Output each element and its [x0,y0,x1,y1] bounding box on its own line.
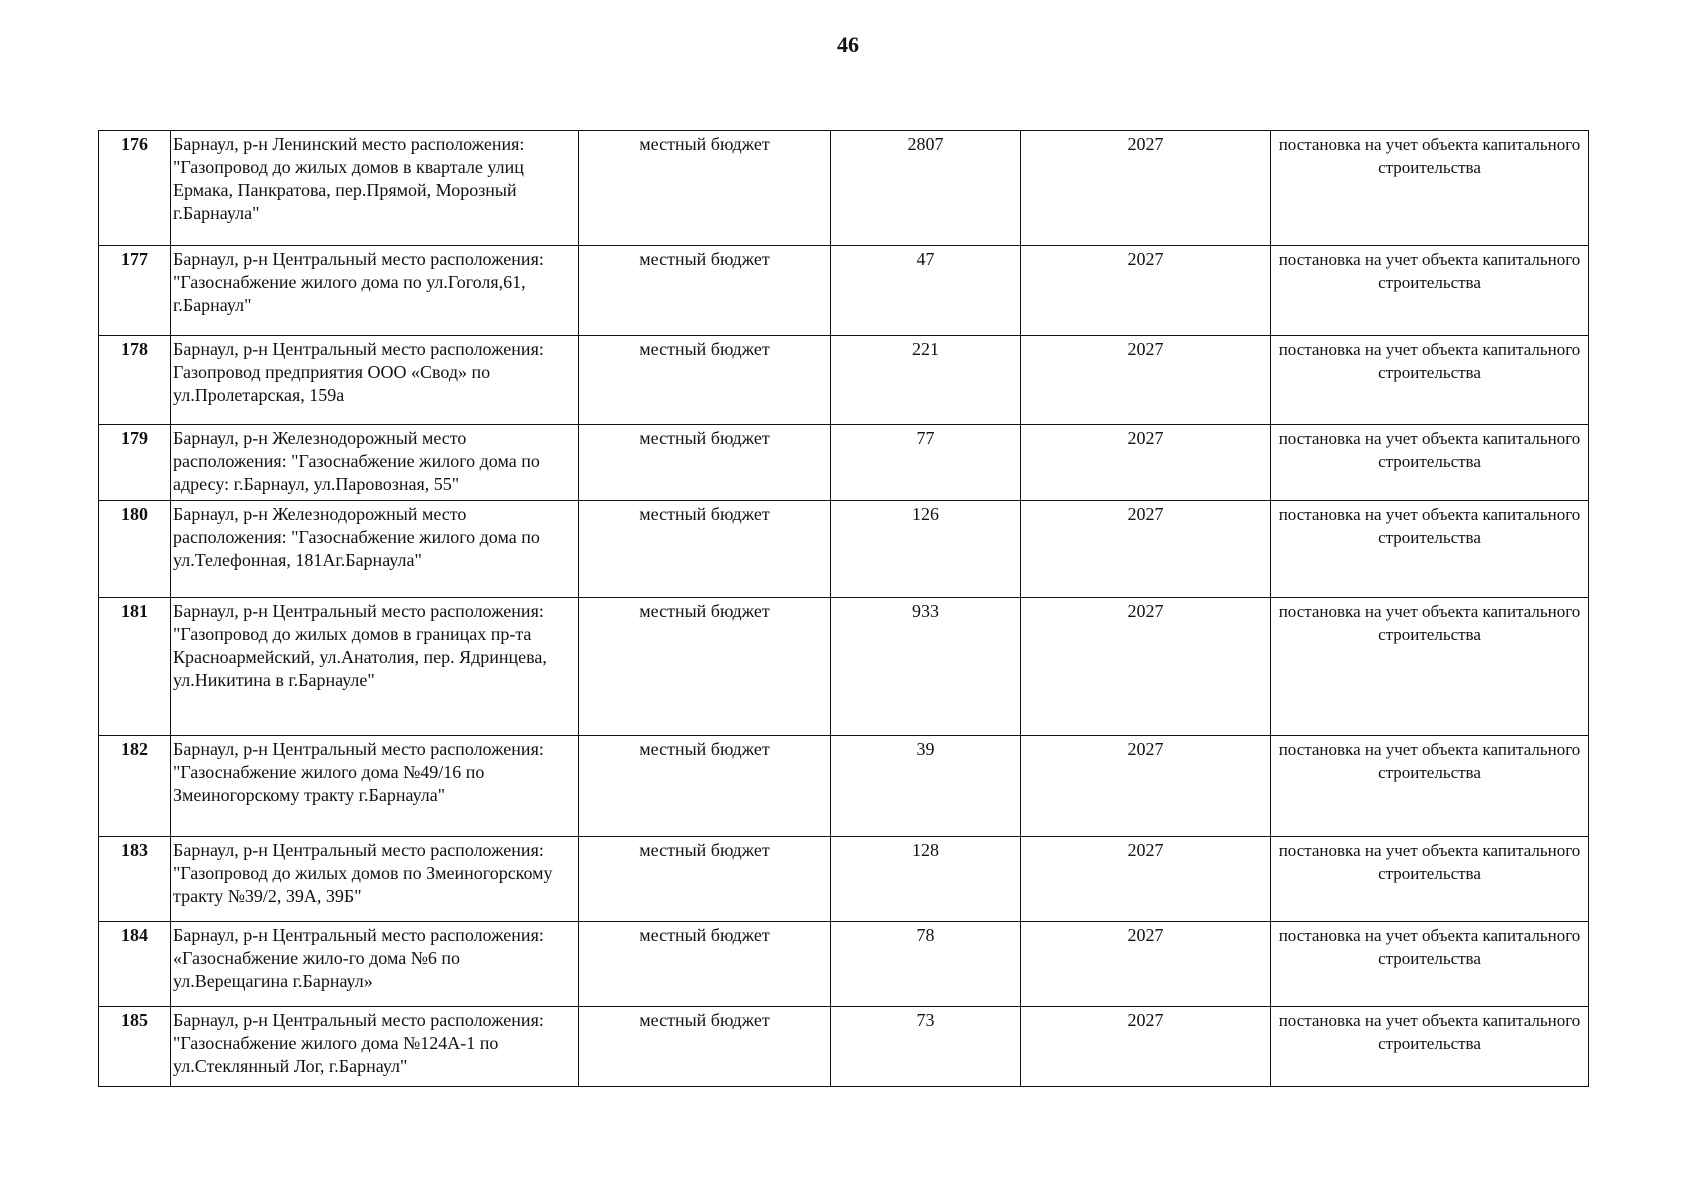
page-number: 46 [837,32,859,57]
action-note: постановка на учет объекта капитального строительства [1271,501,1589,598]
year: 2027 [1021,336,1271,425]
table-row [99,1007,1589,1087]
object-address: Барнаул, р-н Центральный место расположения: Газопровод предприятия ООО «Свод» по ул.Пролетарская, 159а [171,336,579,425]
row-number: 176 [99,131,171,246]
action-note: постановка на учет объекта капитального строительства [1271,837,1589,922]
funding-source: местный бюджет [579,246,831,336]
table-row [99,501,1589,598]
table-row [99,922,1589,1007]
year: 2027 [1021,501,1271,598]
action-note: постановка на учет объекта капитального строительства [1271,598,1589,736]
table-row [99,425,1589,501]
object-address: Барнаул, р-н Центральный место расположения: «Газоснабжение жило-го дома №6 по ул.Верещагина г.Барнаул» [171,922,579,1007]
funding-source: местный бюджет [579,837,831,922]
row-number: 183 [99,837,171,922]
table-row [99,837,1589,922]
row-number: 179 [99,425,171,501]
action-note: постановка на учет объекта капитального строительства [1271,425,1589,501]
table-row [99,246,1589,336]
object-address: Барнаул, р-н Железнодорожный место расположения: "Газоснабжение жилого дома по ул.Телефонная, 181Аг.Барнаула" [171,501,579,598]
object-address: Барнаул, р-н Центральный место расположения: "Газопровод до жилых домов в границах пр-та Красноармейский, ул.Анатолия, пер. Ядринцева, ул.Никитина в г.Барнауле" [171,598,579,736]
table-row [99,598,1589,736]
amount: 221 [831,336,1021,425]
funding-source: местный бюджет [579,425,831,501]
year: 2027 [1021,131,1271,246]
table-row [99,131,1589,246]
amount: 39 [831,736,1021,837]
object-address: Барнаул, р-н Ленинский место расположения: "Газопровод до жилых домов в квартале улиц Ермака, Панкратова, пер.Прямой, Морозный г.Барнаула" [171,131,579,246]
amount: 78 [831,922,1021,1007]
year: 2027 [1021,837,1271,922]
funding-source: местный бюджет [579,501,831,598]
funding-source: местный бюджет [579,131,831,246]
table-row [99,336,1589,425]
row-number: 185 [99,1007,171,1087]
funding-source: местный бюджет [579,922,831,1007]
year: 2027 [1021,598,1271,736]
object-address: Барнаул, р-н Центральный место расположения: "Газоснабжение жилого дома по ул.Гоголя,61, г.Барнаул" [171,246,579,336]
action-note: постановка на учет объекта капитального строительства [1271,736,1589,837]
object-address: Барнаул, р-н Центральный место расположения: "Газопровод до жилых домов по Змеиногорскому тракту №39/2, 39А, 39Б" [171,837,579,922]
table-row [99,736,1589,837]
amount: 126 [831,501,1021,598]
funding-source: местный бюджет [579,736,831,837]
year: 2027 [1021,1007,1271,1087]
action-note: постановка на учет объекта капитального строительства [1271,246,1589,336]
amount: 77 [831,425,1021,501]
year: 2027 [1021,736,1271,837]
object-address: Барнаул, р-н Центральный место расположения: "Газоснабжение жилого дома №124А-1 по ул.Стеклянный Лог, г.Барнаул" [171,1007,579,1087]
row-number: 178 [99,336,171,425]
action-note: постановка на учет объекта капитального строительства [1271,922,1589,1007]
amount: 933 [831,598,1021,736]
object-address: Барнаул, р-н Железнодорожный место расположения: "Газоснабжение жилого дома по адресу: г.Барнаул, ул.Паровозная, 55" [171,425,579,501]
funding-source: местный бюджет [579,1007,831,1087]
object-address: Барнаул, р-н Центральный место расположения: "Газоснабжение жилого дома №49/16 по Змеиногорскому тракту г.Барнаула" [171,736,579,837]
amount: 73 [831,1007,1021,1087]
action-note: постановка на учет объекта капитального строительства [1271,336,1589,425]
row-number: 180 [99,501,171,598]
row-number: 181 [99,598,171,736]
row-number: 177 [99,246,171,336]
objects-table [98,130,1589,1087]
funding-source: местный бюджет [579,336,831,425]
action-note: постановка на учет объекта капитального строительства [1271,1007,1589,1087]
funding-source: местный бюджет [579,598,831,736]
amount: 128 [831,837,1021,922]
row-number: 184 [99,922,171,1007]
objects-table-container [98,130,1588,1087]
action-note: постановка на учет объекта капитального строительства [1271,131,1589,246]
amount: 47 [831,246,1021,336]
row-number: 182 [99,736,171,837]
year: 2027 [1021,922,1271,1007]
year: 2027 [1021,246,1271,336]
year: 2027 [1021,425,1271,501]
amount: 2807 [831,131,1021,246]
